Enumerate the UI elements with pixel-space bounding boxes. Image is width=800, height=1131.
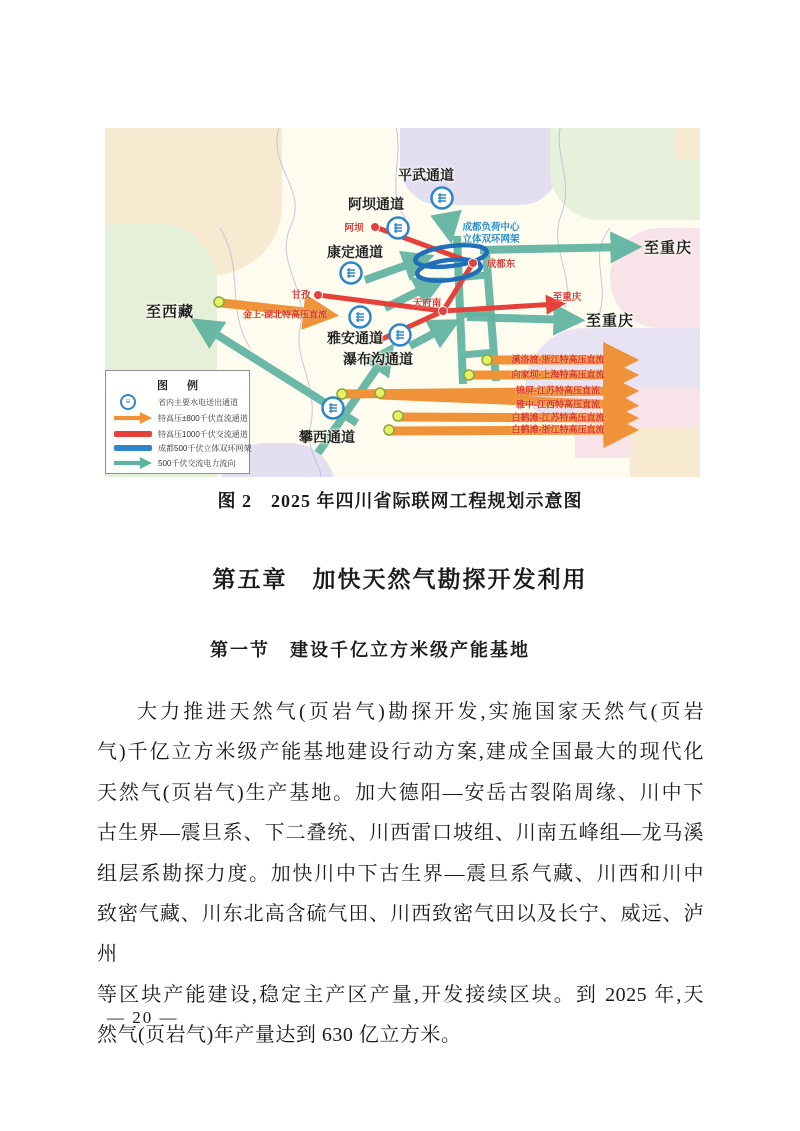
body-paragraph bbox=[97, 692, 704, 1056]
paragraph-line: 天然气(页岩气)生产基地。加大德阳—安岳古裂陷周缘、川中下 bbox=[97, 781, 704, 804]
paragraph-line: 等区块产能建设,稳定主产区产量,开发接续区块。到 2025 年,天 bbox=[97, 983, 704, 1006]
label-dc-jinshang-hubei: 金上-湖北特高压直流 bbox=[243, 309, 327, 320]
dot-chengdu-east bbox=[469, 259, 478, 268]
flow-pingwu-south bbox=[446, 213, 449, 230]
label-kangding-channel: 康定通道 bbox=[327, 244, 383, 260]
flow-pubugou-chengdu bbox=[410, 326, 448, 346]
flow-arrow-icon bbox=[114, 457, 152, 469]
ac-line-icon bbox=[114, 431, 152, 437]
flow-to-chongqing-top bbox=[480, 247, 628, 250]
label-panxi-channel: 攀西通道 bbox=[299, 429, 355, 445]
paragraph-line: 大力推进天然气(页岩气)勘探开发,实施国家天然气(页岩 bbox=[137, 701, 704, 723]
label-aba-channel: 阿坝通道 bbox=[348, 196, 404, 212]
figure-caption: 图 2 2025 年四川省际联网工程规划示意图 bbox=[217, 491, 583, 511]
label-load-center-line1: 成都负荷中心 bbox=[462, 222, 520, 233]
paragraph-line: 然气(页岩气)年产量达到 630 亿立方米。 bbox=[97, 1024, 462, 1047]
hydro-channel-icon: ≡ bbox=[114, 394, 152, 410]
label-ganzi-station: 甘孜 bbox=[291, 290, 311, 301]
flow-to-chongqing-mid bbox=[467, 317, 571, 320]
hydro-icon bbox=[341, 263, 362, 284]
label-chengdu-east-station: 成都东 bbox=[486, 259, 516, 270]
legend-item-label: 500千伏交流电力流向 bbox=[158, 458, 236, 468]
hydro-icon bbox=[350, 307, 371, 328]
dot-ganzi bbox=[314, 291, 323, 300]
hydro-icon bbox=[388, 218, 409, 239]
label-pubugou-channel: 瀑布沟通道 bbox=[343, 351, 413, 367]
section-title: 第一节 建设千亿立方米级产能基地 bbox=[210, 640, 530, 660]
label-dc-corridor: 溪洛渡-浙江特高压直流 bbox=[511, 354, 605, 365]
label-to-tibet: 至西藏 bbox=[145, 303, 195, 321]
label-to-chongqing-red: 至重庆 bbox=[552, 292, 582, 303]
page-number: — 20 — bbox=[107, 1008, 179, 1027]
flow-kangding-chengdu bbox=[365, 260, 421, 280]
legend-item-label: 成都500千伏立体双环网架 bbox=[158, 443, 252, 453]
legend-item-label: 省内主要水电送出通道 bbox=[158, 397, 238, 407]
figure-map bbox=[105, 128, 700, 477]
dot-aba bbox=[371, 223, 380, 232]
ring-line-icon bbox=[114, 445, 152, 451]
label-dc-corridor: 白鹤滩-江苏特高压直流 bbox=[511, 412, 605, 423]
hydro-icon bbox=[432, 188, 453, 209]
paragraph-line: 气)千亿立方米级产能基地建设行动方案,建成全国最大的现代化 bbox=[97, 741, 704, 764]
label-aba-station: 阿坝 bbox=[344, 223, 364, 234]
label-to-chongqing-top: 至重庆 bbox=[643, 239, 693, 257]
paragraph-line: 组层系勘探力度。加快川中下古生界—震旦系气藏、川西和川中 bbox=[97, 862, 704, 885]
label-load-center-line2: 立体双环网架 bbox=[462, 234, 520, 245]
label-dc-corridor: 白鹤滩-浙江特高压直流 bbox=[511, 424, 605, 435]
map-legend bbox=[105, 370, 250, 474]
paragraph-line: 致密气藏、川东北高含硫气田、川西致密气田以及长宁、威远、泸州 bbox=[97, 903, 704, 966]
legend-title: 图 例 bbox=[156, 380, 207, 392]
label-dc-corridor: 锦屏-江苏特高压直流 bbox=[516, 385, 600, 396]
chapter-title: 第五章 加快天然气勘探开发利用 bbox=[212, 566, 588, 592]
label-tianfu-south-station: 天府南 bbox=[412, 298, 442, 309]
legend-item-label: 特高压±800千伏直流通道 bbox=[158, 413, 248, 423]
label-pingwu-channel: 平武通道 bbox=[398, 167, 454, 183]
label-dc-corridor: 向家坝-上海特高压直流 bbox=[511, 369, 605, 380]
label-dc-corridor: 雅中-江西特高压直流 bbox=[516, 399, 600, 410]
dc-arrow-icon bbox=[114, 412, 152, 424]
label-to-chongqing-mid: 至重庆 bbox=[585, 312, 635, 330]
hydro-icon bbox=[390, 325, 411, 346]
paragraph-line: 古生界—震旦系、下二叠统、川西雷口坡组、川南五峰组—龙马溪 bbox=[97, 822, 704, 845]
legend-item-label: 特高压1000千伏交流通道 bbox=[158, 429, 248, 439]
hydro-icon bbox=[323, 398, 344, 419]
label-yaan-channel: 雅安通道 bbox=[327, 330, 383, 346]
